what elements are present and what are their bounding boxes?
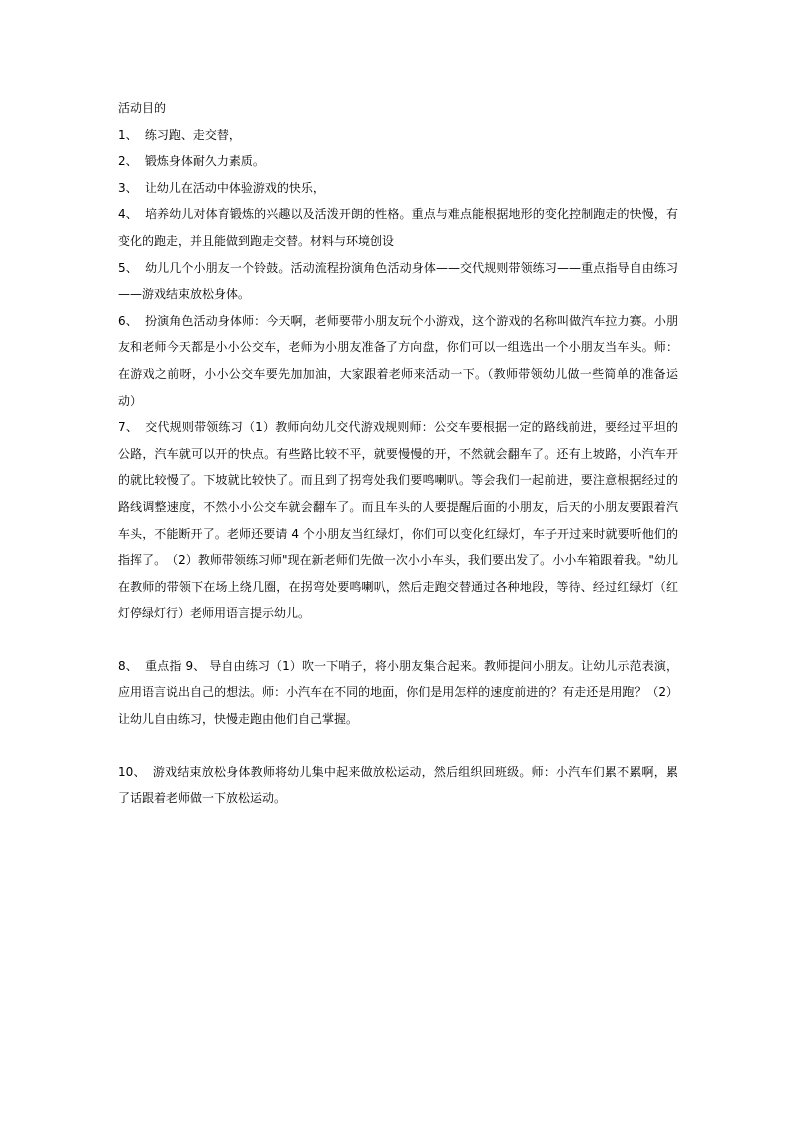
item-text: 锻炼身体耐久力素质。: [144, 154, 265, 169]
item-number: 1、: [118, 127, 138, 142]
list-item: [118, 122, 678, 149]
item-number: 3、: [118, 180, 138, 195]
paragraph-gap: [118, 627, 678, 653]
item-text: 练习跑、走交替，: [144, 127, 241, 142]
list-item: [118, 148, 678, 175]
item-text: 游戏结束放松身体教师将幼儿集中起来做放松运动，然后组织回班级。师：小汽车们累不累啊，累了话跟着老师做一下放松运动。: [118, 764, 678, 806]
item-number: 5、: [118, 260, 138, 275]
item-number: 8、: [118, 658, 138, 673]
list-item: [118, 759, 678, 812]
list-item: [118, 308, 678, 414]
item-number: 6、: [118, 313, 138, 328]
document-body: [118, 95, 678, 812]
document-heading: 活动目的: [118, 101, 167, 115]
item-text: 培养幼儿对体育锻炼的兴趣以及活泼开朗的性格。重点与难点能根据地形的变化控制跑走的快慢，有变化的跑走，并且能做到跑走交替。材料与环境创设: [118, 207, 678, 248]
list-item: [118, 255, 678, 308]
list-item: [118, 653, 678, 733]
item-text: 交代规则带领练习（1）教师向幼儿交代游戏规则师：公交车要根据一定的路线前进，要经过平坦的公路，汽车就可以开的快点。有些路比较不平，就要慢慢的开，不然就会翻车了。还有上坡路，小汽车开的就比较慢了。下坡就比较快了。而且到了拐弯处我们要鸣喇叭。等会我们一起前进，要注意根据经过的路线调整速度，不然小小公交车就会翻车了。而且车头的人要提醒后面的小朋友，后天的小朋友要跟着汽车头，不能断开了。老师还要请 4 个小朋友当红绿灯，你们可以变化红绿灯，车子开过来时就要听他们的指挥了。 （2）教师带领练习师"现在新老师们先做一次小小车头，我们要出发了。小小车箱跟着我。"幼儿在教师的带领下在场上绕几圈，在拐弯处要鸣喇叭，然后走跑交替通过各种地段，等待、经过红绿灯（红灯停绿灯行）老师用语言提示幼儿。: [118, 420, 678, 621]
item-text: 扮演角色活动身体师：今天啊，老师要带小朋友玩个小游戏，这个游戏的名称叫做汽车拉力赛。小朋友和老师今天都是小小公交车，老师为小朋友准备了方向盘，你们可以一组选出一个小朋友当车头。师：在游戏之前呀，小小公交车要先加加油，大家跟着老师来活动一下。（教师带领幼儿做一些简单的准备运动）: [118, 313, 678, 408]
item-text: 幼儿几个小朋友一个铃鼓。活动流程扮演角色活动身体——交代规则带领练习——重点指导自由练习——游戏结束放松身体。: [118, 260, 678, 302]
item-text: 重点指 9、 导自由练习（1）吹一下哨子，将小朋友集合起来。教师提问小朋友。让幼儿示范表演，应用语言说出自己的想法。师：小汽车在不同的地面，你们是用怎样的速度前进的？有走还是用跑？（2）让幼儿自由练习，快慢走跑由他们自己掌握。: [118, 658, 678, 727]
paragraph-gap: [118, 733, 678, 759]
item-text: 让幼儿在活动中体验游戏的快乐，: [144, 180, 325, 195]
list-item: [118, 175, 678, 202]
list-item: [118, 201, 678, 254]
list-item: [118, 414, 678, 627]
item-number: 2、: [118, 154, 138, 169]
item-number: 4、: [118, 207, 138, 222]
item-number: 7、: [118, 420, 139, 435]
item-number: 10、: [118, 764, 146, 779]
